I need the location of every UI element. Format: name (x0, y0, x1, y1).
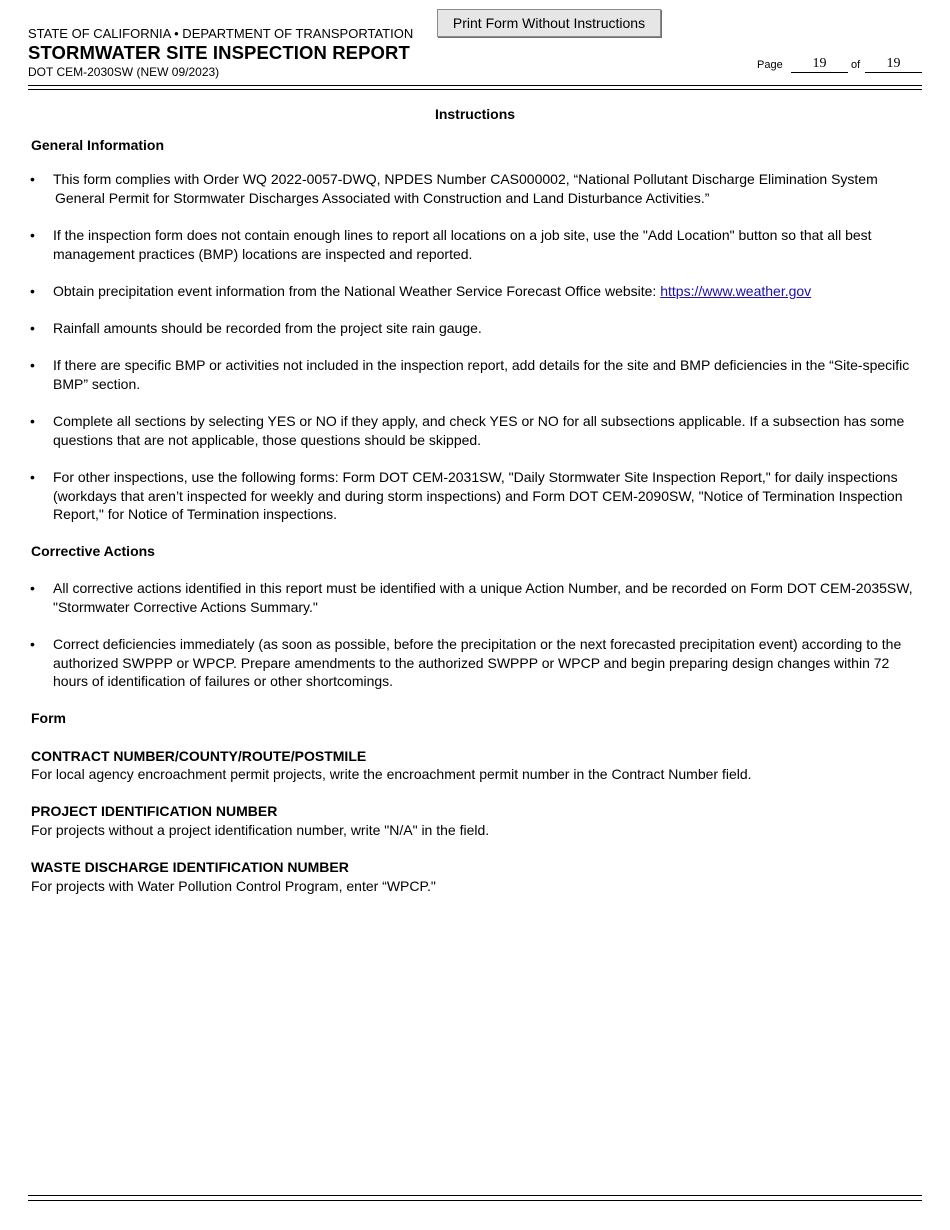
form-number: DOT CEM-2030SW (NEW 09/2023) (28, 65, 220, 79)
contract-number-label: CONTRACT NUMBER/COUNTY/ROUTE/POSTMILE (31, 748, 367, 764)
bullet-icon: • (30, 413, 35, 429)
form-heading: Form (31, 710, 66, 726)
print-without-instructions-button[interactable]: Print Form Without Instructions (437, 9, 661, 37)
bullet-icon: • (30, 320, 35, 336)
general-item-permit (53, 170, 919, 207)
instructions-title: Instructions (434, 106, 516, 122)
corrective-item-action-number: All corrective actions identified in this report must be identified with a unique Action Number, and be recorded on Form DOT CEM-2035SW, "Stormwater Corrective Actions Summary." (53, 580, 913, 615)
page-total-field[interactable]: 19 (865, 56, 922, 73)
bullet-icon: • (30, 636, 35, 652)
general-item-rainfall: Rainfall amounts should be recorded from the project site rain gauge. (53, 320, 482, 336)
general-item-add-location: If the inspection form does not contain enough lines to report all locations on a job site, use the "Add Location" button so that all best management practices (BMP) locations are inspected and reported. (53, 227, 872, 262)
general-item-permit-line1: This form complies with Order WQ 2022-0057-DWQ, NPDES Number CAS000002, “National Pollutant Discharge Elimination System (53, 171, 878, 187)
general-item-precipitation (53, 282, 919, 301)
general-item-other-inspections: For other inspections, use the following forms: Form DOT CEM-2031SW, "Daily Stormwater Site Inspection Report," for daily inspections (workdays that aren’t inspected for weekly and during storm inspections) and Form DOT CEM-2090SW, "Notice of Termination Inspection Report," for Notice of Termination inspections. (53, 469, 903, 523)
footer-rule-top (28, 1195, 922, 1196)
agency-name: STATE OF CALIFORNIA • DEPARTMENT OF TRANSPORTATION (28, 26, 414, 41)
waste-discharge-id-text: For projects with Water Pollution Control Program, enter “WPCP." (31, 878, 436, 894)
bullet-icon: • (30, 171, 35, 187)
bullet-icon: • (30, 580, 35, 596)
general-information-heading: General Information (31, 137, 165, 153)
project-id-text: For projects without a project identification number, write "N/A" in the field. (31, 822, 490, 838)
header-rule-top (28, 85, 922, 86)
of-label: of (851, 59, 861, 71)
waste-discharge-id-label: WASTE DISCHARGE IDENTIFICATION NUMBER (31, 859, 349, 875)
form-title: STORMWATER SITE INSPECTION REPORT (28, 42, 410, 63)
bullet-icon: • (30, 283, 35, 299)
contract-number-text: For local agency encroachment permit projects, write the encroachment permit number in the Contract Number field. (31, 766, 752, 782)
bullet-icon: • (30, 357, 35, 373)
corrective-actions-heading: Corrective Actions (31, 543, 155, 559)
general-item-site-specific-bmp: If there are specific BMP or activities not included in the inspection report, add details for the site and BMP deficiencies in the “Site-specific BMP” section. (53, 357, 910, 392)
footer-rule-bottom (28, 1200, 922, 1201)
weather-gov-link[interactable]: https://www.weather.gov (660, 283, 812, 299)
page-label: Page (757, 59, 783, 71)
precipitation-text: Obtain precipitation event information from the National Weather Service Forecast Office website: (53, 283, 657, 299)
bullet-icon: • (30, 227, 35, 243)
header-rule-bottom (28, 89, 922, 90)
general-item-yes-no: Complete all sections by selecting YES or NO if they apply, and check YES or NO for all subsections applicable. If a subsection has some questions that are not applicable, those questions should be skipped. (53, 413, 905, 448)
bullet-icon: • (30, 469, 35, 485)
corrective-item-deficiencies: Correct deficiencies immediately (as soon as possible, before the precipitation or the next forecasted precipitation event) according to the authorized SWPPP or WPCP. Prepare amendments to the authorized SWPPP or WPCP and begin preparing design changes within 72 hours of identification of failures or other shortcomings. (53, 636, 902, 690)
project-id-label: PROJECT IDENTIFICATION NUMBER (31, 803, 278, 819)
general-item-permit-line2: General Permit for Stormwater Discharges Associated with Construction and Land Disturbance Activities.” (55, 189, 710, 206)
page-current-field[interactable]: 19 (791, 56, 848, 73)
